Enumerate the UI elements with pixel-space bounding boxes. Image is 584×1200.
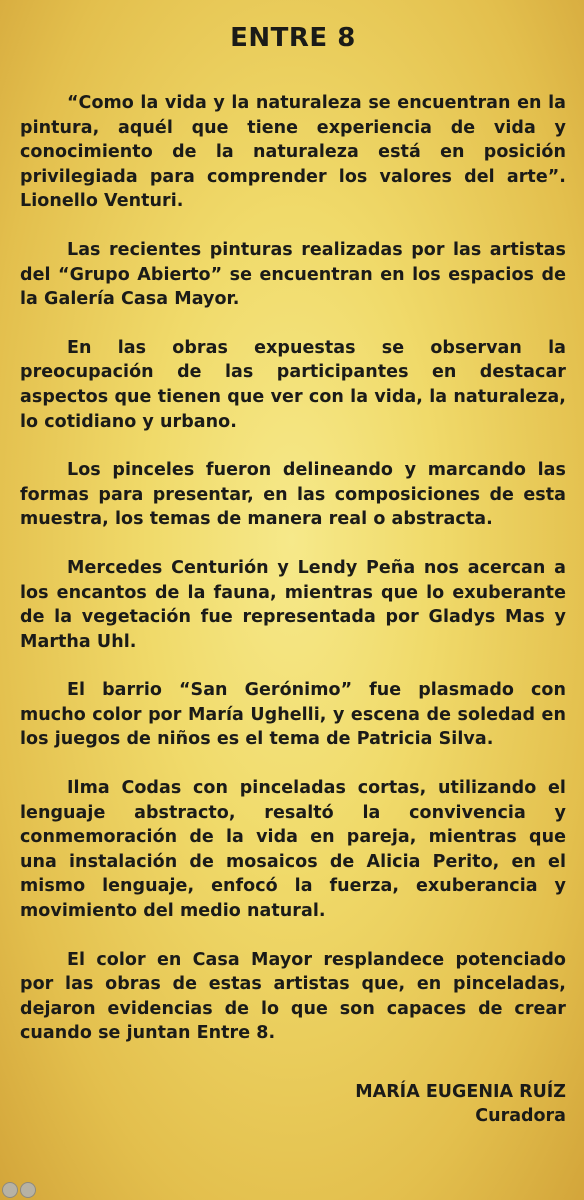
circle-icon[interactable] [20,1182,36,1198]
paragraph-pinceles: Los pinceles fueron delineando y marcando las formas para presentar, en las composiciones de esta muestra, los temas de manera real o abstracta. [20,460,566,530]
signature-name: MARÍA EUGENIA RUÍZ [355,1082,566,1102]
circle-icon[interactable] [2,1182,18,1198]
paragraph-fauna: Mercedes Centurión y Lendy Peña nos acercan a los encantos de la fauna, mientras que lo exuberante de la vegetación fue representada por Gladys Mas y Martha Uhl. [20,557,566,652]
paragraph-obras: En las obras expuestas se observan la preocupación de las participantes en destacar aspectos que tienen que ver con la vida, la naturaleza, lo cotidiano y urbano. [20,337,566,432]
paragraph-closing: El color en Casa Mayor resplandece potenciado por las obras de estas artistas que, en pinceladas, dejaron evidencias de lo que son capaces de crear cuando se juntan Entre 8. [20,949,566,1044]
document-title: ENTRE 8 [230,23,356,53]
signature-role: Curadora [475,1106,566,1126]
paragraph-intro: Las recientes pinturas realizadas por las artistas del “Grupo Abierto” se encuentran en los espacios de la Galería Casa Mayor. [20,239,566,310]
paragraph-barrio: El barrio “San Gerónimo” fue plasmado con mucho color por María Ughelli, y escena de soledad en los juegos de niños es el tema de Patricia Silva. [20,680,566,750]
paragraph-quote: “Como la vida y la naturaleza se encuentran en la pintura, aquél que tiene experiencia de vida y conocimiento de la naturaleza está en posición privilegiada para comprender los valores del arte”. Lionello Venturi. [20,93,566,212]
paragraph-ilma-codas: Ilma Codas con pinceladas cortas, utilizando el lenguaje abstracto, resaltó la convivencia y conmemoración de la vida en pareja, mientras que una instalación de mosaicos de Alicia Perito, en el mismo lenguaje, enfocó la fuerza, exuberancia y movimiento del medio natural. [20,778,566,922]
signature-block [20,1080,566,1128]
corner-viewer-controls [2,1182,36,1198]
